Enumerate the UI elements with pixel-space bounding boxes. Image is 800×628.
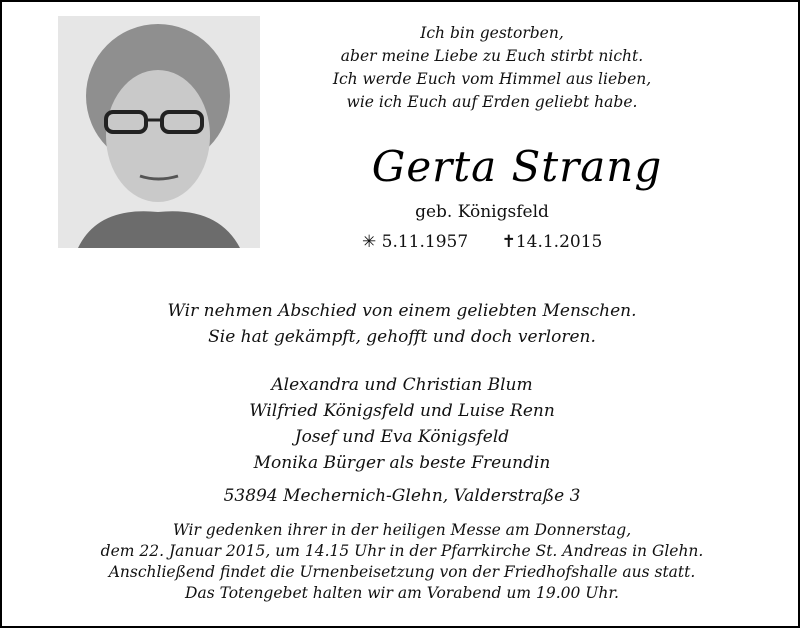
birth-name: geb. Königsfeld [415,202,549,222]
poem [302,22,682,114]
mourners-list [2,372,800,476]
deceased-name: Gerta Strang [371,142,663,191]
farewell-text [2,298,800,350]
service-line: Anschließend findet die Urnenbeisetzung von der Friedhofshalle aus statt. [108,563,696,581]
farewell-line: Sie hat gekämpft, gehofft und doch verloren. [208,327,596,347]
address: 53894 Mechernich-Glehn, Valderstraße 3 [223,486,581,506]
service-line: Wir gedenken ihrer in der heiligen Messe am Donnerstag, [172,521,632,539]
farewell-line: Wir nehmen Abschied von einem geliebten Menschen. [167,301,637,321]
service-line: Das Totengebet halten wir am Vorabend um 19.00 Uhr. [185,584,619,602]
poem-line: aber meine Liebe zu Euch stirbt nicht. [340,47,644,65]
poem-line: Ich bin gestorben, [420,24,564,42]
poem-line: Ich werde Euch vom Himmel aus lieben, [332,70,652,88]
mourner-entry: Wilfried Königsfeld und Luise Renn [249,401,555,421]
life-dates [362,232,662,252]
service-line: dem 22. Januar 2015, um 14.15 Uhr in der Pfarrkirche St. Andreas in Glehn. [100,542,704,560]
portrait-image [58,16,260,248]
poem-line: wie ich Euch auf Erden geliebt habe. [346,93,638,111]
mourner-entry: Alexandra und Christian Blum [271,375,533,395]
mourner-entry: Monika Bürger als beste Freundin [253,453,551,473]
birth-date: ✳ 5.11.1957 [362,232,469,252]
death-date: ✝14.1.2015 [501,232,603,252]
mourner-entry: Josef und Eva Königsfeld [294,427,510,447]
service-info [2,520,800,604]
portrait-photo [58,16,260,248]
